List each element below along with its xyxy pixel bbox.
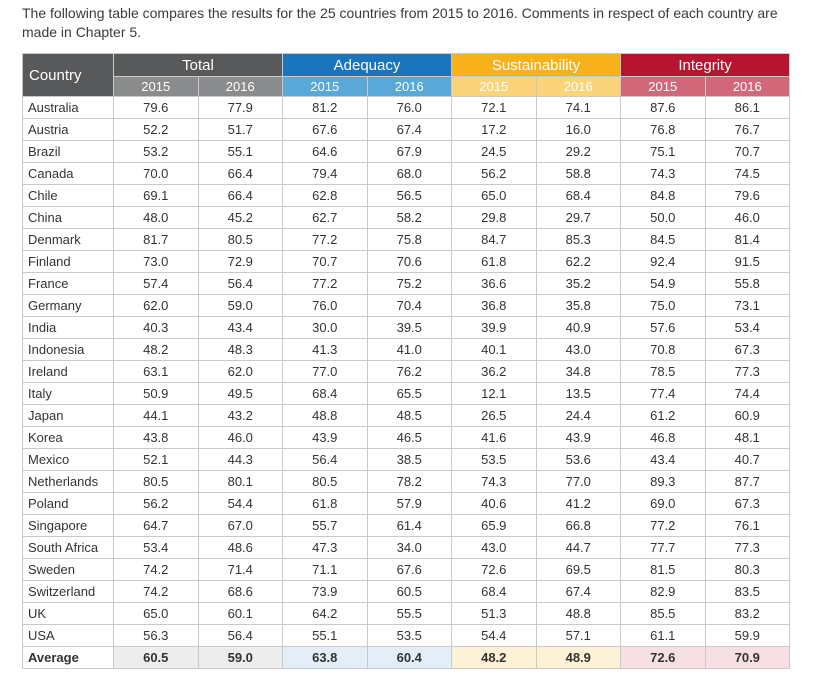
value-cell: 44.3 bbox=[198, 449, 283, 471]
value-cell: 58.2 bbox=[367, 207, 452, 229]
table-row bbox=[23, 559, 790, 581]
value-cell: 29.8 bbox=[452, 207, 537, 229]
table-row bbox=[23, 515, 790, 537]
value-cell: 70.8 bbox=[621, 339, 706, 361]
year-header-integrity-2016: 2016 bbox=[705, 77, 790, 97]
value-cell: 57.6 bbox=[621, 317, 706, 339]
value-cell: 17.2 bbox=[452, 119, 537, 141]
value-cell: 77.9 bbox=[198, 97, 283, 119]
value-cell: 76.0 bbox=[283, 295, 368, 317]
country-name: Australia bbox=[23, 97, 114, 119]
value-cell: 60.9 bbox=[705, 405, 790, 427]
average-cell: 48.2 bbox=[452, 647, 537, 669]
value-cell: 69.0 bbox=[621, 493, 706, 515]
value-cell: 67.0 bbox=[198, 515, 283, 537]
value-cell: 46.8 bbox=[621, 427, 706, 449]
value-cell: 61.2 bbox=[621, 405, 706, 427]
value-cell: 87.6 bbox=[621, 97, 706, 119]
table-row bbox=[23, 251, 790, 273]
value-cell: 83.5 bbox=[705, 581, 790, 603]
value-cell: 54.4 bbox=[452, 625, 537, 647]
value-cell: 46.0 bbox=[705, 207, 790, 229]
value-cell: 53.4 bbox=[705, 317, 790, 339]
value-cell: 74.2 bbox=[114, 581, 199, 603]
table-body bbox=[23, 97, 790, 647]
country-name: Poland bbox=[23, 493, 114, 515]
value-cell: 68.4 bbox=[283, 383, 368, 405]
country-name: France bbox=[23, 273, 114, 295]
value-cell: 91.5 bbox=[705, 251, 790, 273]
value-cell: 68.4 bbox=[536, 185, 621, 207]
value-cell: 84.8 bbox=[621, 185, 706, 207]
value-cell: 66.4 bbox=[198, 163, 283, 185]
value-cell: 61.8 bbox=[452, 251, 537, 273]
year-header-adequacy-2016: 2016 bbox=[367, 77, 452, 97]
value-cell: 74.1 bbox=[536, 97, 621, 119]
value-cell: 48.1 bbox=[705, 427, 790, 449]
table-row bbox=[23, 603, 790, 625]
value-cell: 74.4 bbox=[705, 383, 790, 405]
value-cell: 48.3 bbox=[198, 339, 283, 361]
year-header-total-2016: 2016 bbox=[198, 77, 283, 97]
country-name: South Africa bbox=[23, 537, 114, 559]
table-row bbox=[23, 273, 790, 295]
value-cell: 55.5 bbox=[367, 603, 452, 625]
table-row bbox=[23, 537, 790, 559]
value-cell: 84.7 bbox=[452, 229, 537, 251]
value-cell: 48.5 bbox=[367, 405, 452, 427]
value-cell: 35.2 bbox=[536, 273, 621, 295]
value-cell: 54.9 bbox=[621, 273, 706, 295]
value-cell: 56.2 bbox=[114, 493, 199, 515]
value-cell: 36.6 bbox=[452, 273, 537, 295]
value-cell: 48.0 bbox=[114, 207, 199, 229]
value-cell: 64.6 bbox=[283, 141, 368, 163]
value-cell: 58.8 bbox=[536, 163, 621, 185]
average-cell: 60.4 bbox=[367, 647, 452, 669]
value-cell: 40.7 bbox=[705, 449, 790, 471]
value-cell: 87.7 bbox=[705, 471, 790, 493]
year-header-sustainability-2016: 2016 bbox=[536, 77, 621, 97]
table-row bbox=[23, 97, 790, 119]
table-row bbox=[23, 581, 790, 603]
value-cell: 36.2 bbox=[452, 361, 537, 383]
value-cell: 53.6 bbox=[536, 449, 621, 471]
value-cell: 64.7 bbox=[114, 515, 199, 537]
value-cell: 56.4 bbox=[283, 449, 368, 471]
average-cell: 48.9 bbox=[536, 647, 621, 669]
group-header-total: Total bbox=[114, 54, 283, 77]
value-cell: 56.5 bbox=[367, 185, 452, 207]
country-name: China bbox=[23, 207, 114, 229]
value-cell: 57.4 bbox=[114, 273, 199, 295]
value-cell: 13.5 bbox=[536, 383, 621, 405]
value-cell: 80.1 bbox=[198, 471, 283, 493]
country-name: Switzerland bbox=[23, 581, 114, 603]
country-name: Chile bbox=[23, 185, 114, 207]
value-cell: 43.0 bbox=[536, 339, 621, 361]
value-cell: 67.4 bbox=[536, 581, 621, 603]
value-cell: 12.1 bbox=[452, 383, 537, 405]
value-cell: 51.7 bbox=[198, 119, 283, 141]
value-cell: 35.8 bbox=[536, 295, 621, 317]
value-cell: 84.5 bbox=[621, 229, 706, 251]
value-cell: 52.2 bbox=[114, 119, 199, 141]
value-cell: 62.0 bbox=[114, 295, 199, 317]
value-cell: 43.0 bbox=[452, 537, 537, 559]
value-cell: 80.5 bbox=[114, 471, 199, 493]
country-name: Singapore bbox=[23, 515, 114, 537]
value-cell: 68.6 bbox=[198, 581, 283, 603]
average-cell: 60.5 bbox=[114, 647, 199, 669]
value-cell: 75.0 bbox=[621, 295, 706, 317]
value-cell: 80.5 bbox=[198, 229, 283, 251]
value-cell: 67.3 bbox=[705, 339, 790, 361]
value-cell: 55.7 bbox=[283, 515, 368, 537]
value-cell: 41.2 bbox=[536, 493, 621, 515]
value-cell: 77.4 bbox=[621, 383, 706, 405]
value-cell: 46.0 bbox=[198, 427, 283, 449]
value-cell: 61.4 bbox=[367, 515, 452, 537]
value-cell: 53.2 bbox=[114, 141, 199, 163]
value-cell: 83.2 bbox=[705, 603, 790, 625]
value-cell: 50.9 bbox=[114, 383, 199, 405]
value-cell: 72.9 bbox=[198, 251, 283, 273]
country-name: India bbox=[23, 317, 114, 339]
value-cell: 40.9 bbox=[536, 317, 621, 339]
value-cell: 89.3 bbox=[621, 471, 706, 493]
value-cell: 65.0 bbox=[114, 603, 199, 625]
value-cell: 69.5 bbox=[536, 559, 621, 581]
value-cell: 62.7 bbox=[283, 207, 368, 229]
value-cell: 60.5 bbox=[367, 581, 452, 603]
value-cell: 53.5 bbox=[367, 625, 452, 647]
value-cell: 69.1 bbox=[114, 185, 199, 207]
value-cell: 75.8 bbox=[367, 229, 452, 251]
value-cell: 77.2 bbox=[283, 229, 368, 251]
value-cell: 45.2 bbox=[198, 207, 283, 229]
value-cell: 68.0 bbox=[367, 163, 452, 185]
country-name: Indonesia bbox=[23, 339, 114, 361]
table-footer bbox=[23, 647, 790, 669]
year-header-adequacy-2015: 2015 bbox=[283, 77, 368, 97]
value-cell: 66.8 bbox=[536, 515, 621, 537]
country-name: UK bbox=[23, 603, 114, 625]
table-row bbox=[23, 405, 790, 427]
value-cell: 34.8 bbox=[536, 361, 621, 383]
value-cell: 73.9 bbox=[283, 581, 368, 603]
value-cell: 55.8 bbox=[705, 273, 790, 295]
table-row bbox=[23, 207, 790, 229]
value-cell: 43.4 bbox=[621, 449, 706, 471]
value-cell: 79.4 bbox=[283, 163, 368, 185]
value-cell: 46.5 bbox=[367, 427, 452, 449]
value-cell: 26.5 bbox=[452, 405, 537, 427]
value-cell: 81.4 bbox=[705, 229, 790, 251]
value-cell: 16.0 bbox=[536, 119, 621, 141]
table-row bbox=[23, 141, 790, 163]
country-name: Denmark bbox=[23, 229, 114, 251]
value-cell: 62.8 bbox=[283, 185, 368, 207]
value-cell: 67.3 bbox=[705, 493, 790, 515]
value-cell: 53.4 bbox=[114, 537, 199, 559]
value-cell: 67.6 bbox=[283, 119, 368, 141]
value-cell: 78.2 bbox=[367, 471, 452, 493]
results-table bbox=[22, 53, 790, 669]
value-cell: 85.5 bbox=[621, 603, 706, 625]
average-cell: 63.8 bbox=[283, 647, 368, 669]
table-row bbox=[23, 493, 790, 515]
value-cell: 77.0 bbox=[283, 361, 368, 383]
value-cell: 71.4 bbox=[198, 559, 283, 581]
value-cell: 54.4 bbox=[198, 493, 283, 515]
average-cell: 59.0 bbox=[198, 647, 283, 669]
value-cell: 74.3 bbox=[621, 163, 706, 185]
country-column-header: Country bbox=[23, 54, 114, 97]
value-cell: 66.4 bbox=[198, 185, 283, 207]
value-cell: 39.5 bbox=[367, 317, 452, 339]
table-row bbox=[23, 119, 790, 141]
group-header-sustainability: Sustainability bbox=[452, 54, 621, 77]
value-cell: 41.3 bbox=[283, 339, 368, 361]
value-cell: 41.6 bbox=[452, 427, 537, 449]
country-name: Finland bbox=[23, 251, 114, 273]
average-row bbox=[23, 647, 790, 669]
value-cell: 70.0 bbox=[114, 163, 199, 185]
value-cell: 40.6 bbox=[452, 493, 537, 515]
value-cell: 57.9 bbox=[367, 493, 452, 515]
value-cell: 85.3 bbox=[536, 229, 621, 251]
value-cell: 77.3 bbox=[705, 537, 790, 559]
value-cell: 43.9 bbox=[283, 427, 368, 449]
value-cell: 62.0 bbox=[198, 361, 283, 383]
country-name: Germany bbox=[23, 295, 114, 317]
value-cell: 49.5 bbox=[198, 383, 283, 405]
value-cell: 36.8 bbox=[452, 295, 537, 317]
value-cell: 77.2 bbox=[621, 515, 706, 537]
value-cell: 29.2 bbox=[536, 141, 621, 163]
value-cell: 70.4 bbox=[367, 295, 452, 317]
value-cell: 40.1 bbox=[452, 339, 537, 361]
value-cell: 24.4 bbox=[536, 405, 621, 427]
value-cell: 65.5 bbox=[367, 383, 452, 405]
value-cell: 74.5 bbox=[705, 163, 790, 185]
country-name: Austria bbox=[23, 119, 114, 141]
value-cell: 79.6 bbox=[114, 97, 199, 119]
value-cell: 60.1 bbox=[198, 603, 283, 625]
value-cell: 81.2 bbox=[283, 97, 368, 119]
value-cell: 75.2 bbox=[367, 273, 452, 295]
value-cell: 77.2 bbox=[283, 273, 368, 295]
table-header bbox=[23, 54, 790, 97]
value-cell: 80.5 bbox=[283, 471, 368, 493]
value-cell: 62.2 bbox=[536, 251, 621, 273]
value-cell: 55.1 bbox=[283, 625, 368, 647]
value-cell: 67.4 bbox=[367, 119, 452, 141]
table-row bbox=[23, 383, 790, 405]
country-name: USA bbox=[23, 625, 114, 647]
value-cell: 79.6 bbox=[705, 185, 790, 207]
value-cell: 82.9 bbox=[621, 581, 706, 603]
value-cell: 56.2 bbox=[452, 163, 537, 185]
year-header-sustainability-2015: 2015 bbox=[452, 77, 537, 97]
country-name: Mexico bbox=[23, 449, 114, 471]
value-cell: 29.7 bbox=[536, 207, 621, 229]
value-cell: 34.0 bbox=[367, 537, 452, 559]
table-row bbox=[23, 317, 790, 339]
value-cell: 56.4 bbox=[198, 625, 283, 647]
country-name: Netherlands bbox=[23, 471, 114, 493]
table-row bbox=[23, 449, 790, 471]
value-cell: 75.1 bbox=[621, 141, 706, 163]
value-cell: 41.0 bbox=[367, 339, 452, 361]
value-cell: 65.0 bbox=[452, 185, 537, 207]
average-label: Average bbox=[23, 647, 114, 669]
country-name: Italy bbox=[23, 383, 114, 405]
value-cell: 76.0 bbox=[367, 97, 452, 119]
country-name: Japan bbox=[23, 405, 114, 427]
value-cell: 56.4 bbox=[198, 273, 283, 295]
year-header-integrity-2015: 2015 bbox=[621, 77, 706, 97]
average-cell: 70.9 bbox=[705, 647, 790, 669]
table-row bbox=[23, 185, 790, 207]
table-row bbox=[23, 339, 790, 361]
value-cell: 44.1 bbox=[114, 405, 199, 427]
value-cell: 77.0 bbox=[536, 471, 621, 493]
value-cell: 76.8 bbox=[621, 119, 706, 141]
country-name: Korea bbox=[23, 427, 114, 449]
value-cell: 53.5 bbox=[452, 449, 537, 471]
value-cell: 78.5 bbox=[621, 361, 706, 383]
average-cell: 72.6 bbox=[621, 647, 706, 669]
group-header-integrity: Integrity bbox=[621, 54, 790, 77]
value-cell: 48.8 bbox=[536, 603, 621, 625]
table-row bbox=[23, 361, 790, 383]
value-cell: 68.4 bbox=[452, 581, 537, 603]
value-cell: 59.9 bbox=[705, 625, 790, 647]
value-cell: 81.5 bbox=[621, 559, 706, 581]
value-cell: 43.2 bbox=[198, 405, 283, 427]
value-cell: 76.7 bbox=[705, 119, 790, 141]
value-cell: 43.8 bbox=[114, 427, 199, 449]
year-header-total-2015: 2015 bbox=[114, 77, 199, 97]
group-header-adequacy: Adequacy bbox=[283, 54, 452, 77]
value-cell: 76.2 bbox=[367, 361, 452, 383]
value-cell: 56.3 bbox=[114, 625, 199, 647]
intro-text: The following table compares the results for the 25 countries from 2015 to 2016. Comments in respect of each country are made in Chapter 5. bbox=[22, 5, 778, 40]
table-row bbox=[23, 229, 790, 251]
value-cell: 76.1 bbox=[705, 515, 790, 537]
table-row bbox=[23, 163, 790, 185]
value-cell: 51.3 bbox=[452, 603, 537, 625]
value-cell: 77.7 bbox=[621, 537, 706, 559]
value-cell: 71.1 bbox=[283, 559, 368, 581]
value-cell: 67.6 bbox=[367, 559, 452, 581]
value-cell: 38.5 bbox=[367, 449, 452, 471]
table-row bbox=[23, 295, 790, 317]
value-cell: 39.9 bbox=[452, 317, 537, 339]
value-cell: 40.3 bbox=[114, 317, 199, 339]
value-cell: 43.4 bbox=[198, 317, 283, 339]
value-cell: 92.4 bbox=[621, 251, 706, 273]
value-cell: 86.1 bbox=[705, 97, 790, 119]
value-cell: 67.9 bbox=[367, 141, 452, 163]
value-cell: 77.3 bbox=[705, 361, 790, 383]
value-cell: 47.3 bbox=[283, 537, 368, 559]
value-cell: 74.3 bbox=[452, 471, 537, 493]
country-name: Brazil bbox=[23, 141, 114, 163]
table-row bbox=[23, 625, 790, 647]
value-cell: 30.0 bbox=[283, 317, 368, 339]
value-cell: 64.2 bbox=[283, 603, 368, 625]
country-name: Sweden bbox=[23, 559, 114, 581]
value-cell: 74.2 bbox=[114, 559, 199, 581]
table-row bbox=[23, 427, 790, 449]
value-cell: 80.3 bbox=[705, 559, 790, 581]
value-cell: 50.0 bbox=[621, 207, 706, 229]
value-cell: 44.7 bbox=[536, 537, 621, 559]
value-cell: 48.8 bbox=[283, 405, 368, 427]
value-cell: 63.1 bbox=[114, 361, 199, 383]
value-cell: 57.1 bbox=[536, 625, 621, 647]
value-cell: 48.2 bbox=[114, 339, 199, 361]
value-cell: 59.0 bbox=[198, 295, 283, 317]
country-name: Canada bbox=[23, 163, 114, 185]
table-row bbox=[23, 471, 790, 493]
value-cell: 70.6 bbox=[367, 251, 452, 273]
value-cell: 52.1 bbox=[114, 449, 199, 471]
value-cell: 73.0 bbox=[114, 251, 199, 273]
value-cell: 72.6 bbox=[452, 559, 537, 581]
value-cell: 43.9 bbox=[536, 427, 621, 449]
value-cell: 48.6 bbox=[198, 537, 283, 559]
value-cell: 70.7 bbox=[705, 141, 790, 163]
value-cell: 81.7 bbox=[114, 229, 199, 251]
value-cell: 72.1 bbox=[452, 97, 537, 119]
value-cell: 55.1 bbox=[198, 141, 283, 163]
value-cell: 73.1 bbox=[705, 295, 790, 317]
value-cell: 65.9 bbox=[452, 515, 537, 537]
value-cell: 70.7 bbox=[283, 251, 368, 273]
value-cell: 61.1 bbox=[621, 625, 706, 647]
value-cell: 61.8 bbox=[283, 493, 368, 515]
country-name: Ireland bbox=[23, 361, 114, 383]
value-cell: 24.5 bbox=[452, 141, 537, 163]
